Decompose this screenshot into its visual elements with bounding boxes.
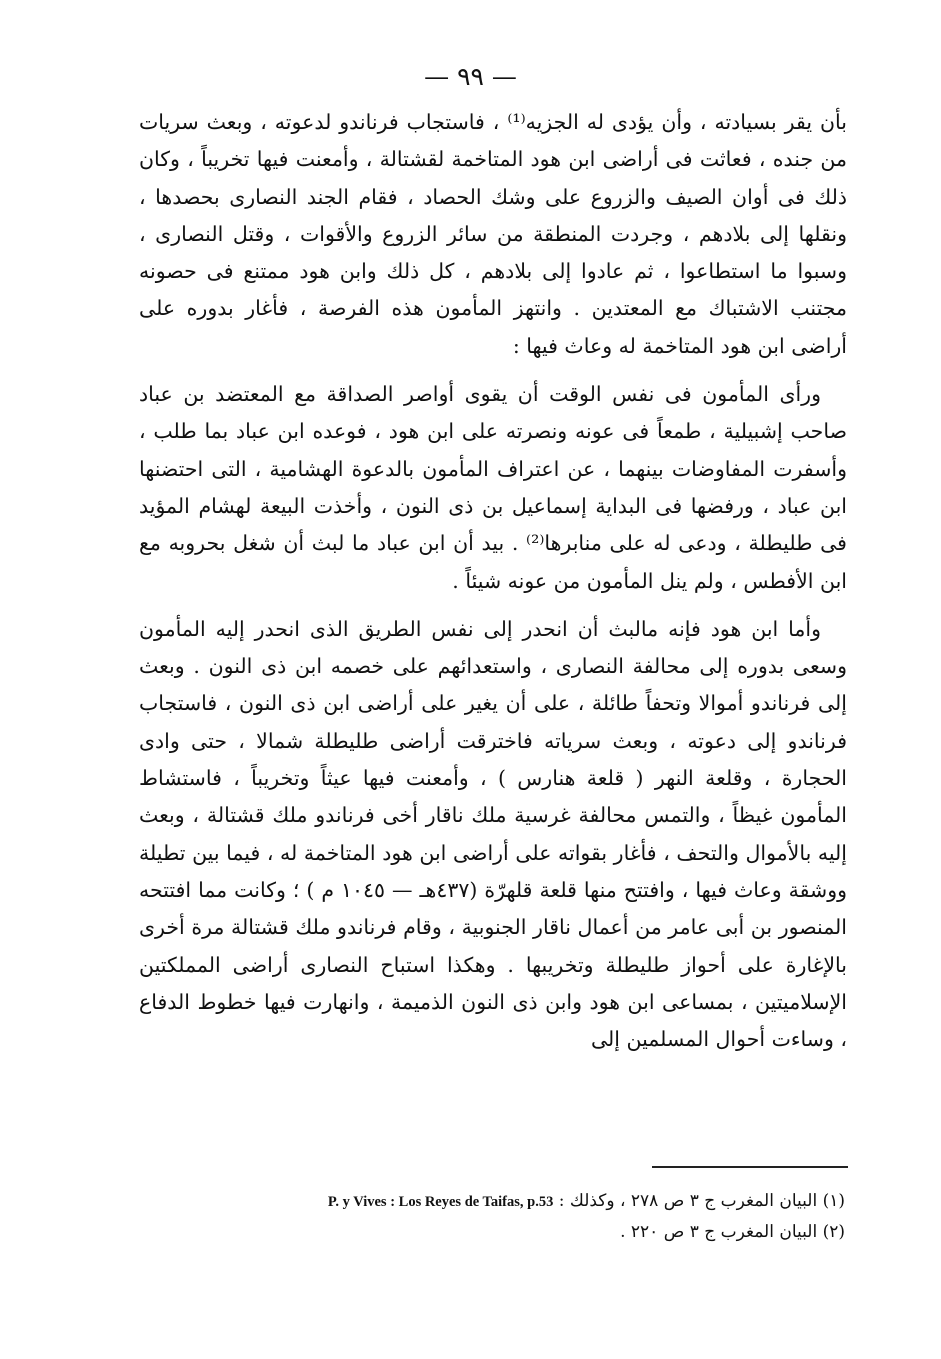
body-text xyxy=(139,104,847,1069)
footnote-1 xyxy=(150,1186,845,1217)
footnotes xyxy=(150,1186,845,1247)
footnote-2-text: (٢) البيان المغرب ج ٣ ص ٢٢٠ . xyxy=(620,1222,845,1242)
footnote-divider xyxy=(652,1166,848,1168)
footnote-2 xyxy=(150,1217,845,1247)
footnote-1-latin-reference: P. y Vives : Los Reyes de Taifas, p.53 xyxy=(327,1194,554,1210)
paragraph-3: وأما ابن هود فإنه مالبث أن انحدر إلى نفس الطريق الذى انحدر إليه المأمون وسعى بدوره إلى محالفة النصارى ، واستعدائهم على خصمه ابن ذى النون . وبعث إلى فرناندو أموالا وتحفاً طائلة ، على أن يغير على أراضى ابن ذى النون ، فاستجاب فرناندو إلى دعوته ، وبعث سرياته فاخترقت أراضى طليطلة شمالا ، حتى وادى الحجارة ، وقلعة النهر ( قلعة هنارس ) ، وأمعنت فيها عيثاً وتخريباً ، فاستشاط المأمون غيظاً ، والتمس محالفة غرسية ملك ناقار أخى فرناندو ملك قشتالة ، وبعث إليه بالأموال والتحف ، فأغار بقواته على أراضى ابن هود المتاخمة له ، فيما بين تطيلة ووشقة وعاث فيها ، وافتتح منها قلعة قلهرّة (٤٣٧هـ — ١٠٤٥ م ) ؛ وكانت مما افتتحه المنصور بن أبى عامر من أعمال ناقار الجنوبية ، وقام فرناندو ملك قشتالة مرة أخرى بالإغارة على أحواز طليطلة وتخريبها . وهكذا استباح النصارى أراضى المملكتين الإسلاميتين ، بمساعى ابن هود وابن ذى النون الذميمة ، وانهارت فيها خطوط الدفاع ، وساءت أحوال المسلمين إلى xyxy=(139,616,847,1052)
paragraph-1: بأن يقر بسيادته ، وأن يؤدى له الجزيه⁽¹⁾ ، فاستجاب فرناندو لدعوته ، وبعث سريات من جنده ، فعاثت فى أراضى ابن هود المتاخمة لقشتالة ، وأمعنت فيها تخريباً ، وكان ذلك فى أوان الصيف والزروع على وشك الحصاد ، فقام الجند النصارى بحصدها ، ونقلها إلى بلادهم ، وجردت المنطقة من سائر الزروع والأقوات ، وقتل النصارى ، وسبوا ما استطاعوا ، ثم عادوا إلى بلادهم ، كل ذلك وابن هود ممتنع فى حصونه مجتنب الاشتباك مع المعتدين . وانتهز المأمون هذه الفرصة ، فأغار بدوره على أراضى ابن هود المتاخمة له وعاث فيها : xyxy=(139,110,847,358)
page-number: — ٩٩ — xyxy=(424,62,517,91)
paragraph-2: ورأى المأمون فى نفس الوقت أن يقوى أواصر الصداقة مع المعتضد بن عباد صاحب إشبيلية ، طمعاً فى عونه ونصرته على ابن هود ، فوعده ابن عباد بما طلب ، وأسفرت المفاوضات بينهما ، عن اعتراف المأمون بالدعوة الهشامية ، التى احتضنها ابن عباد ، ورفضها فى البداية إسماعيل بن ذى النون ، وأخذت البيعة لهشام المؤيد فى طليطلة ، ودعى له على منابرها⁽²⁾ . بيد أن ابن عباد ما لبث أن شغل بحروبه مع ابن الأفطس ، ولم ينل المأمون من عونه شيئاً . xyxy=(139,382,847,593)
footnote-1-text: (١) البيان المغرب ج ٣ ص ٢٧٨ ، وكذلك : xyxy=(558,1191,845,1211)
